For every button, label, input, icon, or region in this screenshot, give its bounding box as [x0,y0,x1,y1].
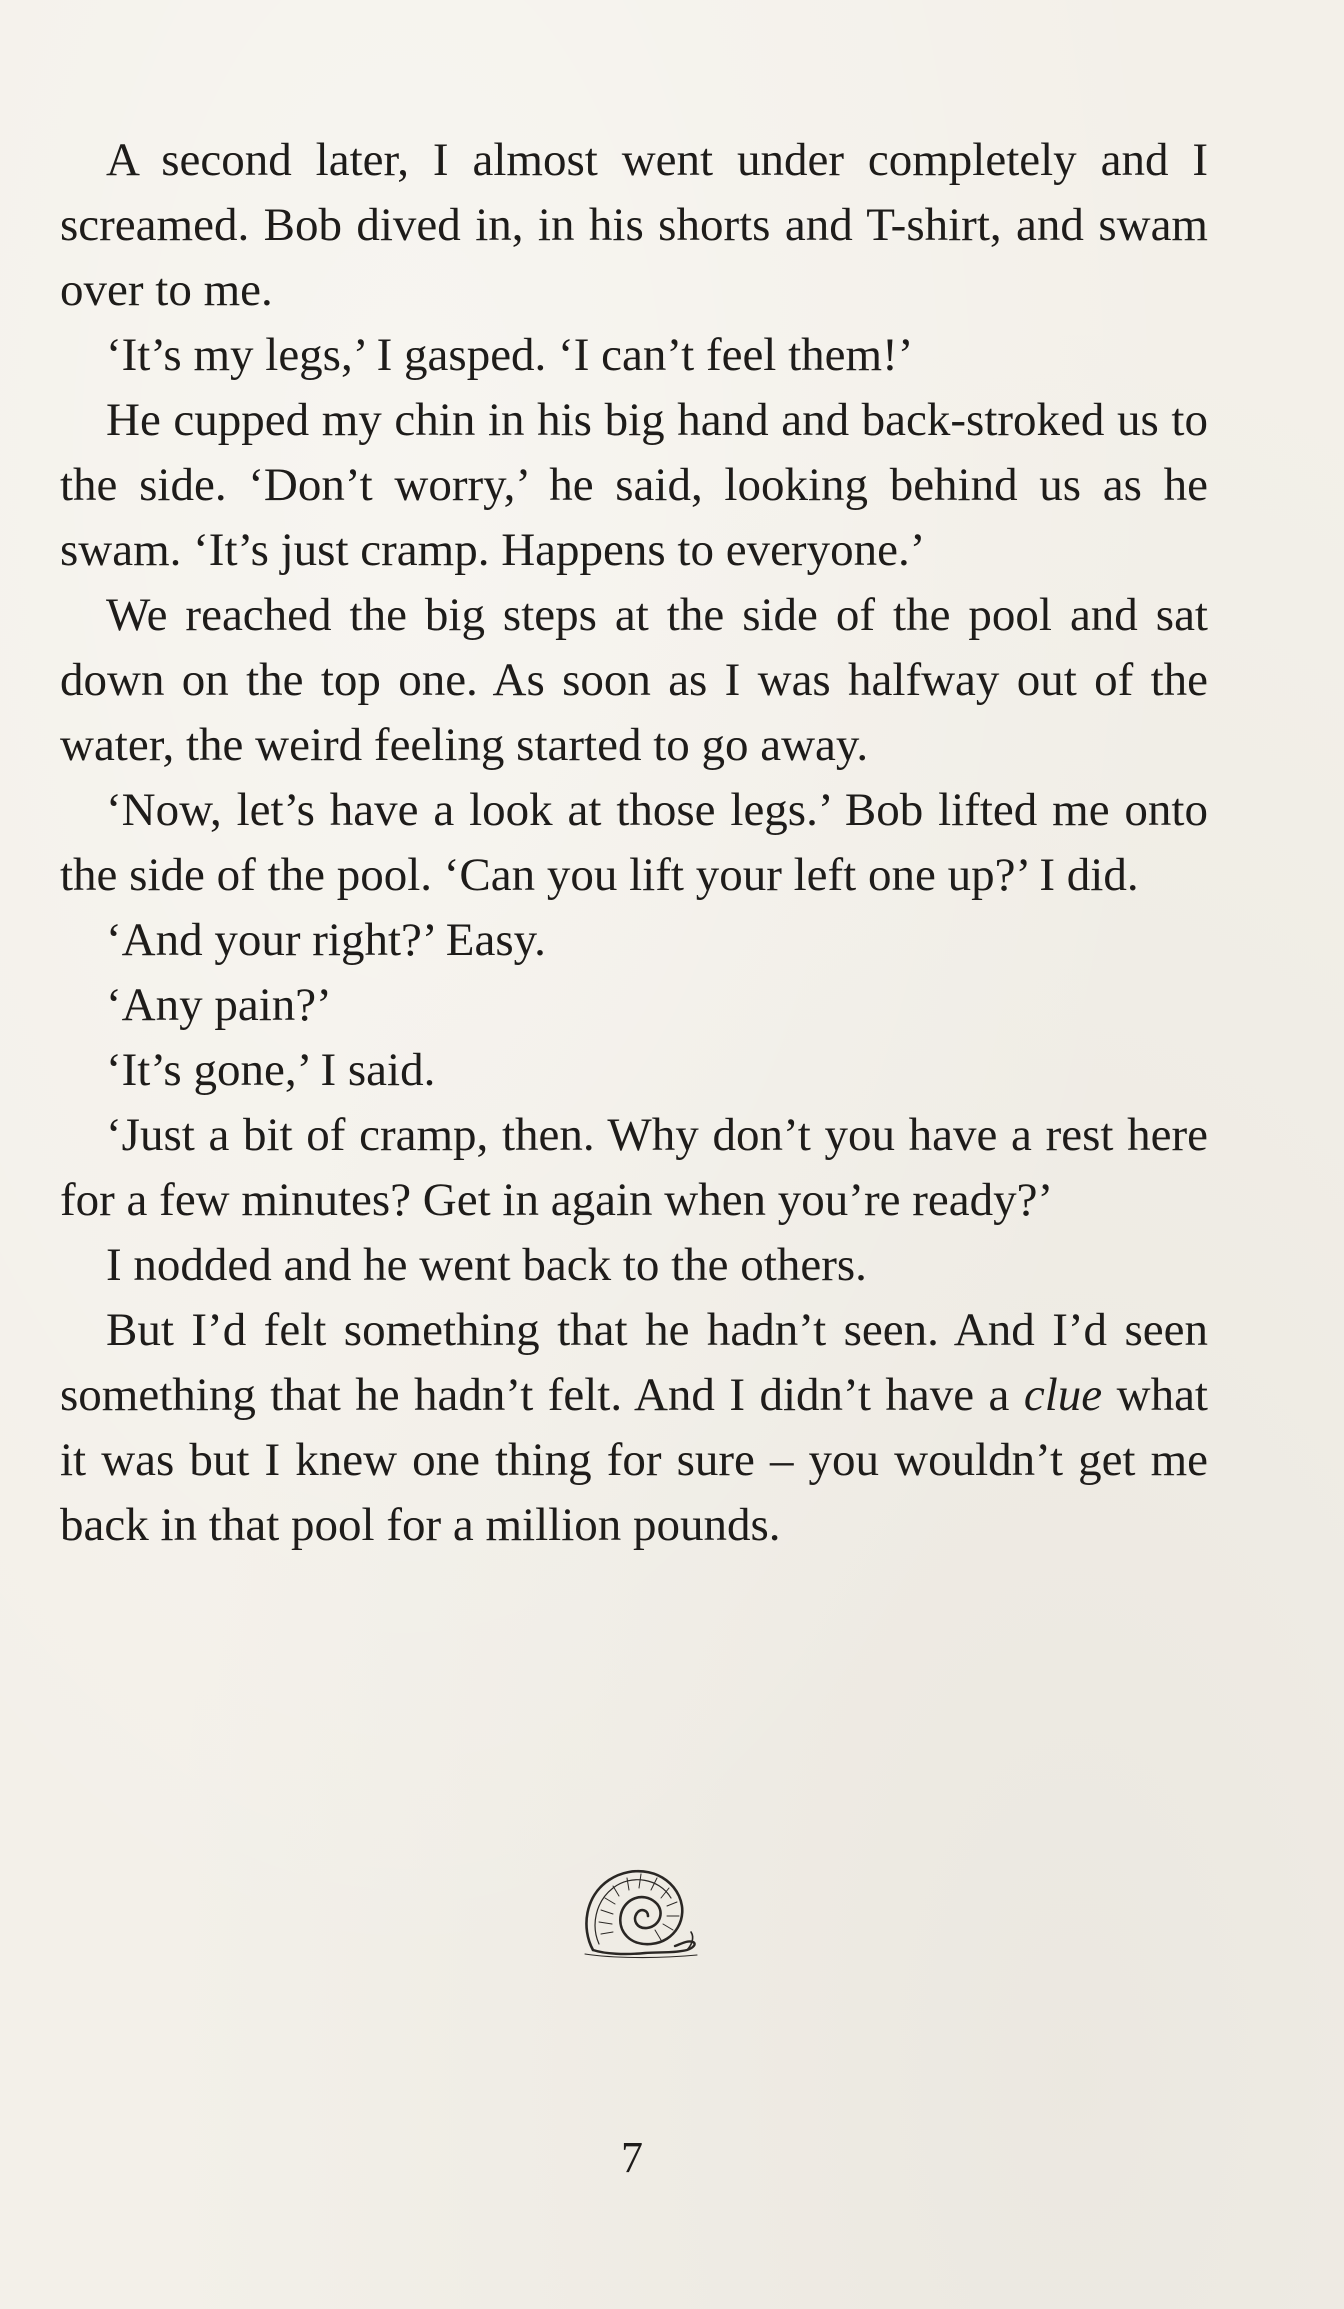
snail-shell-icon [575,1858,705,1963]
text-run: But I’d felt something that he hadn’t seen. And I’d seen something that he hadn’t felt. And I didn’t have a [60,1304,1208,1421]
body-text [60,128,1208,1558]
italic-word: clue [1023,1369,1103,1421]
paragraph: We reached the big steps at the side of the pool and sat down on the top one. As soon as I was halfway out of the water, the weird feeling started to go away. [60,589,1208,771]
paragraph: ‘It’s gone,’ I said. [106,1044,436,1096]
paragraph: ‘Now, let’s have a look at those legs.’ Bob lifted me onto the side of the pool. ‘Can you lift your left one up?’ I did. [60,784,1208,901]
paragraph: ‘It’s my legs,’ I gasped. ‘I can’t feel them!’ [106,329,914,381]
paragraph: He cupped my chin in his big hand and back-stroked us to the side. ‘Don’t worry,’ he said, looking behind us as he swam. ‘It’s just cramp. Happens to everyone.’ [60,394,1208,576]
paragraph: I nodded and he went back to the others. [106,1239,867,1291]
paragraph-final [60,1298,1208,1558]
paragraph: A second later, I almost went under completely and I screamed. Bob dived in, in his shorts and T-shirt, and swam over to me. [60,134,1208,316]
paragraph: ‘Any pain?’ [106,979,332,1031]
page-number: 7 [621,2133,643,2182]
text-run: what it was but I knew one thing for sure – you wouldn’t get me back in that pool for a million pounds. [60,1369,1208,1551]
paragraph: ‘And your right?’ Easy. [106,914,546,966]
paragraph: ‘Just a bit of cramp, then. Why don’t you have a rest here for a few minutes? Get in again when you’re ready?’ [60,1109,1208,1226]
